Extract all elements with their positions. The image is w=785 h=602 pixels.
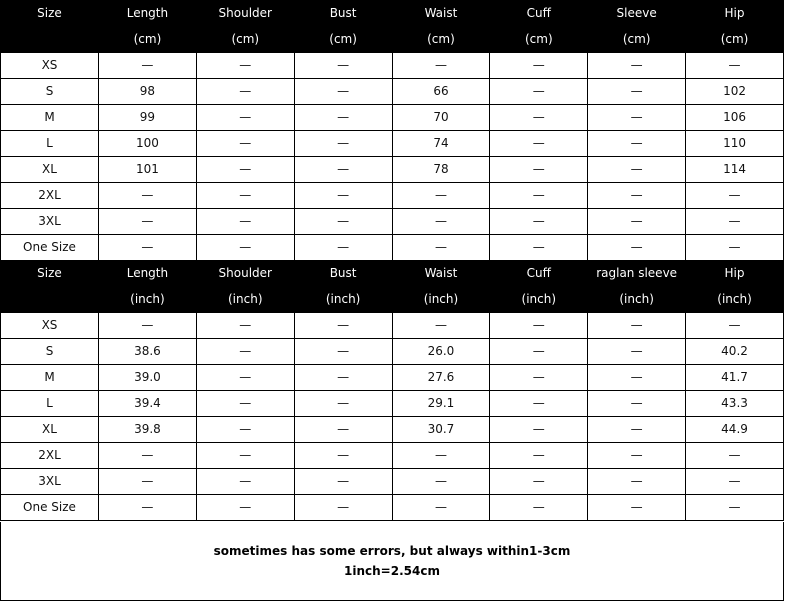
measurement-cell: —: [490, 131, 588, 157]
measurement-cell: —: [490, 183, 588, 209]
measurement-cell: —: [588, 53, 686, 79]
measurement-cell: —: [196, 469, 294, 495]
cm-unit-cell: (cm): [294, 27, 392, 53]
inch-unit-row: [1, 287, 784, 313]
measurement-cell: —: [392, 469, 490, 495]
size-label-cell: L: [1, 391, 99, 417]
inch-table-row: [1, 495, 784, 521]
cm-header-cell: Bust: [294, 1, 392, 27]
measurement-cell: —: [196, 495, 294, 521]
measurement-cell: —: [294, 105, 392, 131]
measurement-cell: 74: [392, 131, 490, 157]
measurement-cell: —: [99, 495, 197, 521]
inch-header-cell: Size: [1, 261, 99, 287]
measurement-cell: —: [490, 339, 588, 365]
measurement-cell: —: [490, 417, 588, 443]
measurement-cell: —: [490, 209, 588, 235]
measurement-cell: —: [588, 469, 686, 495]
measurement-cell: 102: [686, 79, 784, 105]
measurement-cell: —: [196, 443, 294, 469]
measurement-cell: —: [392, 235, 490, 261]
measurement-note: [0, 522, 784, 601]
measurement-cell: —: [196, 417, 294, 443]
cm-unit-cell: [1, 27, 99, 53]
measurement-cell: 40.2: [686, 339, 784, 365]
inch-header-cell: Cuff: [490, 261, 588, 287]
size-label-cell: XS: [1, 313, 99, 339]
measurement-cell: —: [490, 105, 588, 131]
measurement-cell: —: [99, 313, 197, 339]
measurement-cell: —: [392, 183, 490, 209]
inch-header-cell: Bust: [294, 261, 392, 287]
measurement-cell: —: [196, 131, 294, 157]
measurement-cell: —: [294, 157, 392, 183]
measurement-cell: —: [588, 79, 686, 105]
measurement-cell: —: [294, 339, 392, 365]
inch-unit-cell: (inch): [99, 287, 197, 313]
measurement-cell: 39.8: [99, 417, 197, 443]
inch-header-cell: raglan sleeve: [588, 261, 686, 287]
measurement-cell: —: [392, 53, 490, 79]
measurement-cell: —: [490, 313, 588, 339]
measurement-cell: 26.0: [392, 339, 490, 365]
size-label-cell: 2XL: [1, 443, 99, 469]
cm-unit-cell: (cm): [490, 27, 588, 53]
measurement-cell: —: [588, 417, 686, 443]
cm-header-cell: Cuff: [490, 1, 588, 27]
inch-table-row: [1, 339, 784, 365]
measurement-cell: —: [196, 209, 294, 235]
measurement-cell: —: [686, 469, 784, 495]
size-label-cell: One Size: [1, 495, 99, 521]
cm-header-cell: Size: [1, 1, 99, 27]
measurement-cell: —: [196, 365, 294, 391]
measurement-cell: 41.7: [686, 365, 784, 391]
measurement-cell: —: [686, 235, 784, 261]
cm-table-row: [1, 235, 784, 261]
inch-header-cell: Length: [99, 261, 197, 287]
note-error-tolerance: sometimes has some errors, but always within1-3cm: [213, 544, 571, 558]
size-label-cell: M: [1, 365, 99, 391]
inch-table-row: [1, 313, 784, 339]
measurement-cell: —: [490, 235, 588, 261]
cm-header-cell: Length: [99, 1, 197, 27]
size-label-cell: M: [1, 105, 99, 131]
inch-unit-cell: (inch): [686, 287, 784, 313]
inch-unit-cell: [1, 287, 99, 313]
measurement-cell: —: [196, 339, 294, 365]
cm-unit-row: [1, 27, 784, 53]
measurement-cell: —: [588, 157, 686, 183]
cm-unit-cell: (cm): [392, 27, 490, 53]
measurement-cell: —: [196, 79, 294, 105]
measurement-cell: —: [588, 209, 686, 235]
size-label-cell: 3XL: [1, 209, 99, 235]
measurement-cell: —: [588, 105, 686, 131]
measurement-cell: —: [490, 53, 588, 79]
measurement-cell: —: [392, 313, 490, 339]
cm-table-row: [1, 183, 784, 209]
measurement-cell: 39.4: [99, 391, 197, 417]
cm-unit-cell: (cm): [588, 27, 686, 53]
measurement-cell: —: [99, 183, 197, 209]
measurement-cell: —: [588, 443, 686, 469]
measurement-cell: —: [294, 469, 392, 495]
measurement-cell: —: [686, 313, 784, 339]
measurement-cell: —: [99, 469, 197, 495]
inch-table-row: [1, 365, 784, 391]
inch-header-cell: Hip: [686, 261, 784, 287]
size-label-cell: S: [1, 79, 99, 105]
cm-table-row: [1, 157, 784, 183]
measurement-cell: 39.0: [99, 365, 197, 391]
inch-unit-cell: (inch): [490, 287, 588, 313]
measurement-cell: —: [196, 235, 294, 261]
measurement-cell: —: [490, 391, 588, 417]
size-label-cell: L: [1, 131, 99, 157]
measurement-cell: —: [196, 105, 294, 131]
size-label-cell: 3XL: [1, 469, 99, 495]
measurement-cell: —: [294, 79, 392, 105]
measurement-cell: —: [196, 157, 294, 183]
inch-table-row: [1, 417, 784, 443]
cm-unit-cell: (cm): [99, 27, 197, 53]
measurement-cell: —: [196, 53, 294, 79]
inch-header-cell: Shoulder: [196, 261, 294, 287]
inch-unit-cell: (inch): [588, 287, 686, 313]
measurement-cell: —: [294, 443, 392, 469]
measurement-cell: 44.9: [686, 417, 784, 443]
inch-unit-cell: (inch): [392, 287, 490, 313]
size-label-cell: One Size: [1, 235, 99, 261]
measurement-cell: —: [686, 495, 784, 521]
measurement-cell: —: [588, 131, 686, 157]
measurement-cell: —: [588, 235, 686, 261]
measurement-cell: —: [588, 391, 686, 417]
measurement-cell: —: [490, 79, 588, 105]
measurement-cell: —: [99, 235, 197, 261]
measurement-cell: 101: [99, 157, 197, 183]
cm-header-cell: Hip: [686, 1, 784, 27]
measurement-cell: —: [490, 443, 588, 469]
measurement-cell: —: [588, 365, 686, 391]
measurement-cell: —: [588, 313, 686, 339]
cm-table-row: [1, 105, 784, 131]
measurement-cell: —: [490, 469, 588, 495]
measurement-cell: —: [392, 209, 490, 235]
measurement-cell: —: [294, 183, 392, 209]
measurement-cell: 78: [392, 157, 490, 183]
measurement-cell: 106: [686, 105, 784, 131]
size-label-cell: XS: [1, 53, 99, 79]
measurement-cell: —: [294, 495, 392, 521]
note-unit-conversion: 1inch=2.54cm: [344, 564, 440, 578]
cm-unit-cell: (cm): [196, 27, 294, 53]
measurement-cell: —: [294, 131, 392, 157]
measurement-cell: —: [294, 365, 392, 391]
measurement-cell: 38.6: [99, 339, 197, 365]
measurement-cell: —: [490, 157, 588, 183]
measurement-cell: —: [392, 495, 490, 521]
measurement-cell: —: [294, 417, 392, 443]
measurement-cell: 114: [686, 157, 784, 183]
measurement-cell: —: [294, 313, 392, 339]
size-label-cell: XL: [1, 417, 99, 443]
measurement-cell: —: [588, 183, 686, 209]
measurement-cell: —: [196, 391, 294, 417]
measurement-cell: 98: [99, 79, 197, 105]
measurement-cell: —: [588, 495, 686, 521]
measurement-cell: —: [490, 495, 588, 521]
cm-table-row: [1, 53, 784, 79]
measurement-cell: —: [490, 365, 588, 391]
inch-table-row: [1, 469, 784, 495]
measurement-cell: —: [196, 183, 294, 209]
measurement-cell: —: [686, 183, 784, 209]
inch-table-row: [1, 391, 784, 417]
cm-table-row: [1, 131, 784, 157]
measurement-cell: 30.7: [392, 417, 490, 443]
inch-unit-cell: (inch): [294, 287, 392, 313]
inch-header-row: [1, 261, 784, 287]
cm-table-row: [1, 209, 784, 235]
measurement-cell: 43.3: [686, 391, 784, 417]
measurement-cell: 66: [392, 79, 490, 105]
inch-table-row: [1, 443, 784, 469]
measurement-cell: —: [294, 53, 392, 79]
inch-header-cell: Waist: [392, 261, 490, 287]
measurement-cell: —: [686, 443, 784, 469]
measurement-cell: 110: [686, 131, 784, 157]
measurement-cell: —: [294, 391, 392, 417]
measurement-cell: —: [196, 313, 294, 339]
measurement-cell: —: [686, 209, 784, 235]
size-chart-body: [1, 1, 784, 521]
measurement-cell: —: [99, 53, 197, 79]
size-label-cell: S: [1, 339, 99, 365]
size-label-cell: 2XL: [1, 183, 99, 209]
inch-unit-cell: (inch): [196, 287, 294, 313]
cm-header-cell: Shoulder: [196, 1, 294, 27]
cm-header-row: [1, 1, 784, 27]
measurement-cell: 100: [99, 131, 197, 157]
cm-table-row: [1, 79, 784, 105]
measurement-cell: —: [99, 443, 197, 469]
measurement-cell: 27.6: [392, 365, 490, 391]
measurement-cell: —: [294, 209, 392, 235]
measurement-cell: —: [294, 235, 392, 261]
size-label-cell: XL: [1, 157, 99, 183]
cm-header-cell: Sleeve: [588, 1, 686, 27]
measurement-cell: 99: [99, 105, 197, 131]
measurement-cell: 29.1: [392, 391, 490, 417]
measurement-cell: —: [588, 339, 686, 365]
cm-unit-cell: (cm): [686, 27, 784, 53]
measurement-cell: 70: [392, 105, 490, 131]
measurement-cell: —: [686, 53, 784, 79]
measurement-cell: —: [99, 209, 197, 235]
measurement-cell: —: [392, 443, 490, 469]
cm-header-cell: Waist: [392, 1, 490, 27]
